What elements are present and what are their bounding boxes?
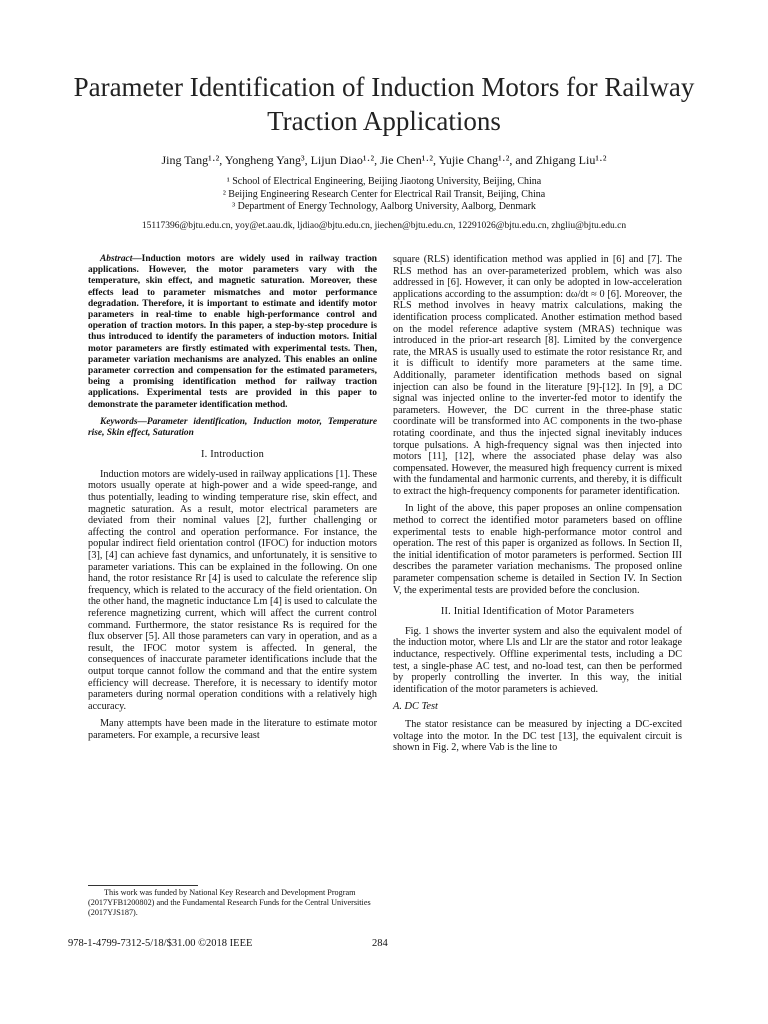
affiliation-3: ³ Department of Energy Technology, Aalborg University, Aalborg, Denmark xyxy=(232,201,536,212)
keywords xyxy=(88,417,377,439)
page-number: 284 xyxy=(372,938,388,949)
affiliation-2: ² Beijing Engineering Research Center for Electrical Rail Transit, Beijing, China xyxy=(222,188,546,200)
keywords-text: Parameter identification, Induction motor, Temperature rise, Skin effect, Saturation xyxy=(88,416,377,439)
author-emails: 15117396@bjtu.edu.cn, yoy@et.aau.dk, ljdiao@bjtu.edu.cn, jiechen@bjtu.edu.cn, 12291026@bjtu.edu.cn, zhgliu@bjtu.edu.cn xyxy=(141,221,627,231)
intro-paragraph-3: square (RLS) identification method was applied in [6] and [7]. The RLS method has an over-parameterized problem, which was also addressed in [6]. However, it can only be adopted in low-acceleration applications according to the assumption: dω/dt ≈ 0 [6]. Moreover, the RLS method involves in heavy matrix calculations, making the identification process complicated. Another estimation method based on the model reference adaptive system (MRAS) technique was introduced in the prior-art research [8]. Limited by the convergence rate, the MRAS is usually used to estimate the rotor resistance Rr, and it is difficult to identify more parameters at the same time. Additionally, parameter identification methods based on signal injection can also be found in the literature [9]-[12]. In [9], a DC signal was injected online to the inverter-fed motor to identify the parameters. However, the DC current in the three-phase static coordinate will be transformed into AC components in the two-phase rotating coordinate, and thus the injected signal inevitably induces torque pulsations. A high-frequency signal was then injected into motors [11], [12], where the associated phase delay was also compensated. However, the measured high frequency current is mixed with the fundamental and harmonic currents, and thereby, it is difficult to extract the high-frequency components for parameter identification. xyxy=(393,254,682,497)
intro-paragraph-4: In light of the above, this paper proposes an online compensation method to correct the identified motor parameters based on offline experimental tests to enable high-performance motor control and operation. The rest of this paper is organized as follows. In Section II, the initial identification of motor parameters is performed. Section III describes the parameter variation mechanisms. The proposed online parameter compensation scheme is detailed in Section IV. In Section V, the experimental tests are provided before the conclusion. xyxy=(393,503,682,596)
left-column xyxy=(88,254,377,748)
section2-paragraph-2: The stator resistance can be measured by injecting a DC-excited voltage into the motor. In the DC test [13], the equivalent circuit is shown in Fig. 2, where Vab is the line to xyxy=(393,718,682,754)
isbn-copyright: 978-1-4799-7312-5/18/$31.00 ©2018 IEEE xyxy=(68,938,253,949)
abstract-label: Abstract— xyxy=(100,254,142,264)
section-heading-initial-identification: II. Initial Identification of Motor Parameters xyxy=(440,606,635,618)
intro-paragraph-1: Induction motors are widely-used in railway applications [1]. These motors usually operate at high-power and a wide speed-range, and thus potentially, leading to winding temperature rise, skin effect, and magnetic saturation. As a result, motor electrical parameters are deviated from their nominal values [2], further challenging or affecting the control and operation performance. For instance, the popular indirect field orientation control (IFOC) for induction motors [3], [4] can achieve fast dynamics, and unfortunately, it is sensitive to parameter variations. This can be explained in the following. On one hand, the rotor resistance Rr [4] is used to calculate the reference slip frequency, which is related to the accuracy of the field orientation. On the other hand, the magnetic inductance Lm [4] is used to calculate the reference magnetizing current, which will affect the current control command. Furthermore, the stator resistance Rs is required for the flux observer [5]. All those parameters can vary in operation, and as a result, the IFOC motor system is affected. In general, the consequences of inaccurate parameter identifications include that the output torque cannot follow the command and that the entire system efficiency will decrease. Therefore, it is necessary to identify motor parameters during normal operation conditions with a relatively high accuracy. xyxy=(88,468,377,712)
intro-paragraph-2: Many attempts have been made in the literature to estimate motor parameters. For example, a recursive least xyxy=(88,718,377,741)
author-list: Jing Tang¹·², Yongheng Yang³, Lijun Diao¹·², Jie Chen¹·², Yujie Chang¹·², and Zhigang Liu¹·² xyxy=(161,153,607,167)
section-heading-introduction: I. Introduction xyxy=(200,449,265,461)
abstract-text: Induction motors are widely used in railway traction applications. However, the motor parameters vary with the temperature, skin effect, and magnetic saturation. Moreover, these effects lead to parameter mismatches and motor performance degradation. Therefore, it is important to estimate and identify motor parameters in real-time to enable high-performance control and operation of traction motors. In this paper, a step-by-step procedure is thus introduced to identify the parameters of induction motors. Initial motor parameters are firstly estimated with experimental tests. Then, parameter variation mechanisms are analyzed. This enables an online parameter correction and compensation for the estimated parameters, being a promising identification method for railway traction applications. Experimental tests are provided in this paper to demonstrate the parameter identification method. xyxy=(88,254,377,410)
subsection-heading-dc-test: A. DC Test xyxy=(393,701,438,713)
section2-paragraph-1: Fig. 1 shows the inverter system and also the equivalent model of the induction motor, where Lls and Llr are the stator and rotor leakage inductance, respectively. Offline experimental tests, including a DC test, a single-phase AC test, and no-load test, can then be performed by properly controlling the inverter. In this way, the initial identification of the motor parameters is achieved. xyxy=(393,625,682,695)
affiliations xyxy=(40,176,728,214)
right-column xyxy=(393,254,682,760)
affiliation-1: ¹ School of Electrical Engineering, Beijing Jiaotong University, Beijing, China xyxy=(226,176,542,187)
abstract xyxy=(88,254,377,411)
keywords-label: Keywords— xyxy=(100,416,147,427)
funding-footnote: This work was funded by National Key Research and Development Program (2017YFB1200802) and the Fundamental Research Funds for the Central Universities (2017YJS187). xyxy=(88,888,371,917)
footnote-divider xyxy=(88,885,198,886)
paper-title: Parameter Identification of Induction Motors for Railway Traction Applications xyxy=(73,72,695,136)
